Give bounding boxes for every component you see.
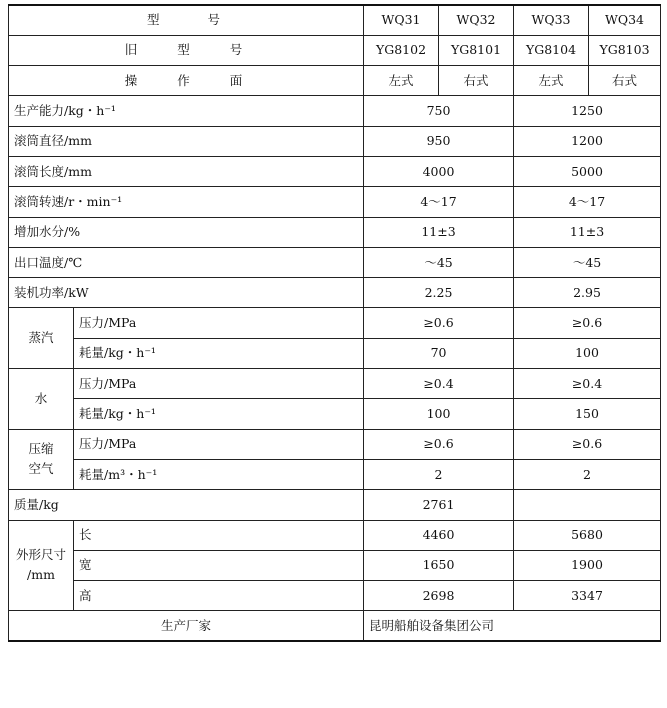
row-label: 出口温度/℃ [9, 247, 364, 277]
sub-label: 压力/MPa [74, 369, 364, 399]
row-label: 生产能力/kg・h⁻¹ [9, 96, 364, 126]
value-cell: ≥0.6 [514, 308, 661, 338]
value-cell: 4～17 [364, 187, 514, 217]
row-mass [9, 490, 661, 520]
sub-label: 耗量/kg・h⁻¹ [74, 338, 364, 368]
row-water-consumption [9, 399, 661, 429]
row-outlet-temp [9, 247, 661, 277]
model-wq32: WQ32 [439, 5, 514, 35]
value-cell: 70 [364, 338, 514, 368]
value-cell: 1650 [364, 550, 514, 580]
side-4: 右式 [589, 66, 661, 96]
side-2: 右式 [439, 66, 514, 96]
row-label: 质量/kg [9, 490, 364, 520]
value-cell: 4460 [364, 520, 514, 550]
row-capacity [9, 96, 661, 126]
row-label: 增加水分/% [9, 217, 364, 247]
value-cell: ≥0.4 [364, 369, 514, 399]
row-moisture [9, 217, 661, 247]
manufacturer-value: 昆明船舶设备集团公司 [364, 611, 661, 641]
value-cell: 100 [514, 338, 661, 368]
row-drum-speed [9, 187, 661, 217]
value-cell: 1900 [514, 550, 661, 580]
value-cell: 11±3 [514, 217, 661, 247]
value-cell: 5680 [514, 520, 661, 550]
row-manufacturer [9, 611, 661, 641]
row-label: 滚筒直径/mm [9, 126, 364, 156]
sub-label: 宽 [74, 550, 364, 580]
value-cell: ≥0.4 [514, 369, 661, 399]
water-label: 水 [9, 369, 74, 430]
dimensions-label-line1: 外形尺寸 [15, 547, 66, 563]
value-cell: 4～17 [514, 187, 661, 217]
value-cell: 1200 [514, 126, 661, 156]
compressed-air-label-line2: 空气 [28, 461, 54, 477]
manufacturer-label: 生产厂家 [9, 611, 364, 641]
row-dim-height [9, 581, 661, 611]
header-row-model [9, 5, 661, 35]
header-row-old-model [9, 35, 661, 65]
model-wq34: WQ34 [589, 5, 661, 35]
value-cell: 100 [364, 399, 514, 429]
value-cell: 5000 [514, 156, 661, 186]
value-cell: 4000 [364, 156, 514, 186]
sub-label: 压力/MPa [74, 308, 364, 338]
old-model-1: YG8102 [364, 35, 439, 65]
old-model-label: 旧 型 号 [9, 35, 364, 65]
value-cell: ≥0.6 [364, 429, 514, 459]
steam-label: 蒸汽 [9, 308, 74, 369]
row-dim-length [9, 520, 661, 550]
sub-label: 高 [74, 581, 364, 611]
model-wq31: WQ31 [364, 5, 439, 35]
dimensions-label [9, 520, 74, 611]
value-cell: 2.25 [364, 278, 514, 308]
model-wq33: WQ33 [514, 5, 589, 35]
value-cell: 11±3 [364, 217, 514, 247]
side-3: 左式 [514, 66, 589, 96]
value-cell: 2.95 [514, 278, 661, 308]
value-cell: 1250 [514, 96, 661, 126]
value-cell [514, 490, 661, 520]
row-air-consumption [9, 459, 661, 489]
row-steam-consumption [9, 338, 661, 368]
compressed-air-label-line1: 压缩 [28, 441, 54, 457]
row-power [9, 278, 661, 308]
value-cell: 2 [514, 459, 661, 489]
sub-label: 耗量/kg・h⁻¹ [74, 399, 364, 429]
sub-label: 耗量/m³・h⁻¹ [74, 459, 364, 489]
row-dim-width [9, 550, 661, 580]
old-model-4: YG8103 [589, 35, 661, 65]
spec-table [8, 4, 661, 642]
compressed-air-label [9, 429, 74, 490]
value-cell: 2761 [364, 490, 514, 520]
value-cell: ≥0.6 [364, 308, 514, 338]
row-steam-pressure [9, 308, 661, 338]
value-cell: 2 [364, 459, 514, 489]
model-label: 型 号 [9, 5, 364, 35]
row-drum-length [9, 156, 661, 186]
old-model-2: YG8101 [439, 35, 514, 65]
value-cell: 750 [364, 96, 514, 126]
value-cell: ～45 [364, 247, 514, 277]
row-drum-diameter [9, 126, 661, 156]
header-row-side [9, 66, 661, 96]
row-air-pressure [9, 429, 661, 459]
sub-label: 压力/MPa [74, 429, 364, 459]
value-cell: 2698 [364, 581, 514, 611]
side-1: 左式 [364, 66, 439, 96]
value-cell: ≥0.6 [514, 429, 661, 459]
value-cell: ～45 [514, 247, 661, 277]
row-label: 滚筒长度/mm [9, 156, 364, 186]
sub-label: 长 [74, 520, 364, 550]
old-model-3: YG8104 [514, 35, 589, 65]
value-cell: 950 [364, 126, 514, 156]
row-label: 滚筒转速/r・min⁻¹ [9, 187, 364, 217]
row-label: 装机功率/kW [9, 278, 364, 308]
value-cell: 150 [514, 399, 661, 429]
value-cell: 3347 [514, 581, 661, 611]
row-water-pressure [9, 369, 661, 399]
dimensions-label-line2: /mm [27, 567, 55, 583]
side-label: 操 作 面 [9, 66, 364, 96]
